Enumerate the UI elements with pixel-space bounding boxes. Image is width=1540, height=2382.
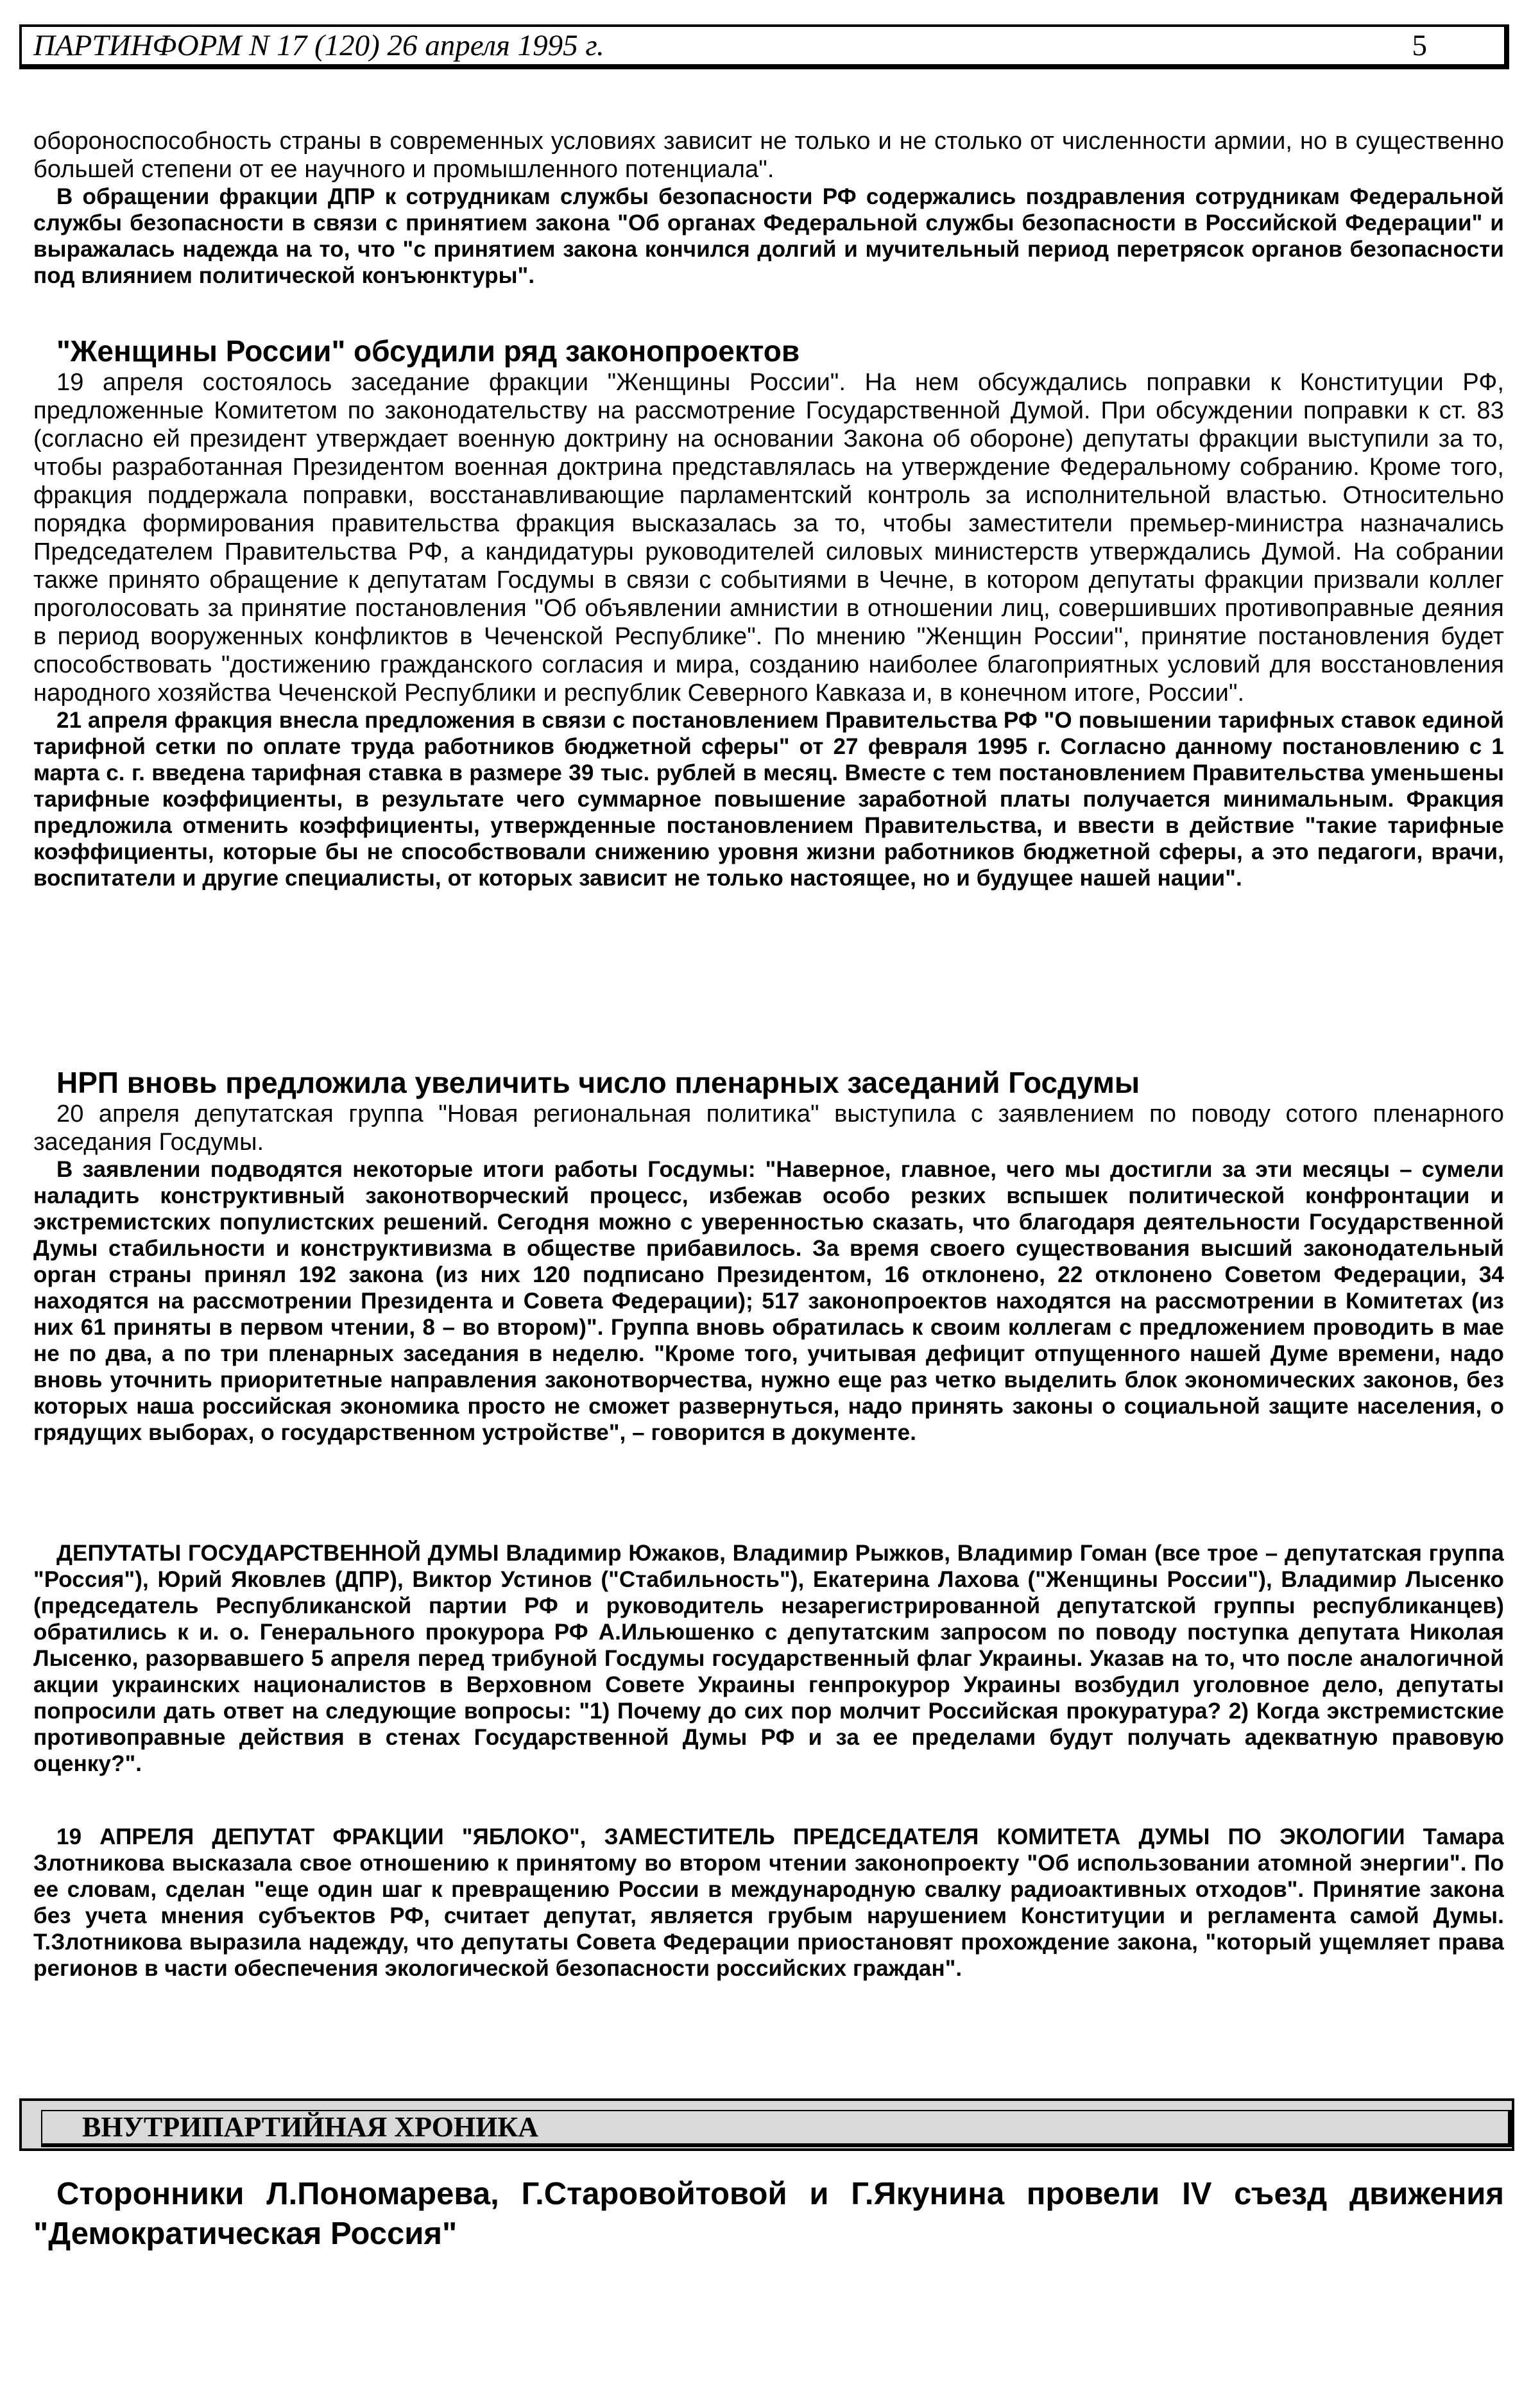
publication-title: ПАРТИНФОРМ N 17 (120) 26 апреля 1995 г. xyxy=(33,29,604,62)
page-header xyxy=(19,24,1509,69)
paragraph-bold: В обращении фракции ДПР к сотрудникам службы безопасности РФ содержались поздравления сотрудникам Федеральной службы безопасности в связи с принятием закона "Об органах Федеральной службы безопасности в Российской Федерации" и выражалась надежда на то, что "с принятием закона кончился долгий и мучительный период перетрясок органов безопасности под влиянием политической конъюнктуры". xyxy=(33,184,1504,288)
paragraph-bold: ДЕПУТАТЫ ГОСУДАРСТВЕННОЙ ДУМЫ Владимир Южаков, Владимир Рыжков, Владимир Гоман (все трое – депутатская группа "Россия"), Юрий Яковлев (ДПР), Виктор Устинов ("Стабильность"), Екатерина Лахова ("Женщины России"), Владимир Лысенко (председатель Республиканской партии РФ и руководитель незарегистрированной депутатской группы республиканцев) обратились к и. о. Генерального прокурора РФ А.Ильюшенко с депутатским запросом по поводу поступка депутата Николая Лысенко, разорвавшего 5 апреля перед трибуной Госдумы государственный флаг Украины. Указав на то, что после аналогичной акции украинских националистов в Верховном Совете Украины генпрокурор Украины возбудил уголовное дело, депутаты попросили дать ответ на следующие вопросы: "1) Почему до сих пор молчит Российская прокуратура? 2) Когда экстремистские противоправные действия в стенах Государственной Думы РФ и за ее пределами будут получать адекватную правовую оценку?". xyxy=(33,1541,1504,1776)
article-women-of-russia xyxy=(33,334,1504,891)
paragraph-bold: 21 апреля фракция внесла предложения в связи с постановлением Правительства РФ "О повышении тарифных ставок единой тарифной сетки по оплате труда работников бюджетной сферы" от 27 февраля 1995 г. Согласно данному постановлению с 1 марта с. г. введена тарифная ставка в размере 39 тыс. рублей в месяц. Вместе с тем постановлением Правительства уменьшены тарифные коэффициенты, в результате чего суммарное повышение заработной платы получается минимальным. Фракция предложила отменить коэффициенты, утвержденные постановлением Правительства, и ввести в действие "такие тарифные коэффициенты, которые бы не способствовали снижению уровня жизни работников бюджетной сферы, а это педагоги, врачи, воспитатели и другие специалисты, от которых зависит не только настоящее, но и будущее нашей нации". xyxy=(33,708,1504,891)
article-heading: "Женщины России" обсудили ряд законопроектов xyxy=(56,334,800,368)
article-security-service xyxy=(33,127,1504,289)
page-number: 5 xyxy=(1412,29,1427,62)
paragraph: обороноспособность страны в современных условиях зависит не только и не столько от численности армии, но в существенно большей степени от ее научного и промышленного потенциала". xyxy=(33,128,1504,183)
paragraph: 20 апреля депутатская группа "Новая региональная политика" выступила с заявлением по поводу сотого пленарного заседания Госдумы. xyxy=(33,1101,1504,1156)
article-deputies-request xyxy=(33,1540,1504,1777)
paragraph: 19 апреля состоялось заседание фракции "Женщины России". На нем обсуждались поправки к Конституции РФ, предложенные Комитетом по законодательству на рассмотрение Государственной Думой. При обсуждении поправки к ст. 83 (согласно ей президент утверждает военную доктрину на основании Закона об обороне) депутаты фракции выступили за то, чтобы разработанная Президентом военная доктрина представлялась на утверждение Федеральному собранию. Кроме того, фракция поддержала поправки, восстанавливающие парламентский контроль за исполнительной властью. Относительно порядка формирования правительства фракция высказалась за то, чтобы заместители премьер-министра назначались Председателем Правительства РФ, а кандидатуры руководителей силовых министерств утверждались Думой. На собрании также принято обращение к депутатам Госдумы в связи с событиями в Чечне, в котором депутаты фракции призвали коллег проголосовать за принятие постановления "Об объявлении амнистии в отношении лиц, совершивших противоправные деяния в период вооруженных конфликтов в Чеченской Республике". По мнению "Женщин России", принятие постановления будет способствовать "достижению гражданского согласия и мира, созданию наиболее благоприятных условий для восстановления народного хозяйства Чеченской Республики и республик Северного Кавказа и, в конечном итоге, России". xyxy=(33,369,1504,707)
article-yabloko xyxy=(33,1824,1504,1982)
paragraph-bold: В заявлении подводятся некоторые итоги работы Госдумы: "Наверное, главное, чего мы достигли за эти месяцы – сумели наладить конструктивный законотворческий процесс, избежав особо резких вспышек политической конфронтации и экстремистских популистских решений. Сегодня можно с уверенностью сказать, что благодаря деятельности Государственной Думы стабильности и конструктивизма в обществе прибавилось. За время своего существования высший законодательный орган страны принял 192 закона (из них 120 подписано Президентом, 16 отклонено, 22 отклонено Советом Федерации, 34 находятся на рассмотрении Президента и Совета Федерации); 517 законопроектов находятся на рассмотрении в Комитетах (из них 61 приняты в первом чтении, 8 – во втором)". Группа вновь обратилась к своим коллегам с предложением проводить в мае не по два, а по три пленарных заседания в неделю. "Кроме того, учитывая дефицит отпущенного нашей Думе времени, надо вновь уточнить приоритетные направления законотворчества, нужно еще раз четко выделить блок экономических законов, без которых наша российская экономика просто не сможет развернуться, надо принять законы о социальной защите населения, о грядущих выборах, о государственном устройстве", – говорится в документе. xyxy=(33,1157,1504,1445)
section-banner xyxy=(19,2098,1514,2151)
paragraph-bold: 19 АПРЕЛЯ ДЕПУТАТ ФРАКЦИИ "ЯБЛОКО", ЗАМЕСТИТЕЛЬ ПРЕДСЕДАТЕЛЯ КОМИТЕТА ДУМЫ ПО ЭКОЛОГИИ Тамара Злотникова высказала свое отношению к принятому во втором чтении законопроекту "Об использовании атомной энергии". По ее словам, сделан "еще один шаг к превращению России в международную свалку радиоактивных отходов". Принятие закона без учета мнения субъектов РФ, считает депутат, является грубым нарушением Конституции и регламента самой Думы. Т.Злотникова выразила надежду, что депутаты Совета Федерации приостановят прохождение закона, "который ущемляет права регионов в части обеспечения экологической безопасности российских граждан". xyxy=(33,1824,1504,1981)
article-heading: Сторонники Л.Пономарева, Г.Старовойтовой и Г.Якунина провели IV съезд движения "Демократическая Россия" xyxy=(33,2177,1504,2251)
article-heading: НРП вновь предложила увеличить число пленарных заседаний Госдумы xyxy=(56,1066,1140,1099)
article-nrp xyxy=(33,1065,1504,1446)
article-democratic-russia xyxy=(33,2174,1504,2254)
section-title: ВНУТРИПАРТИЙНАЯ ХРОНИКА xyxy=(41,2110,1512,2147)
